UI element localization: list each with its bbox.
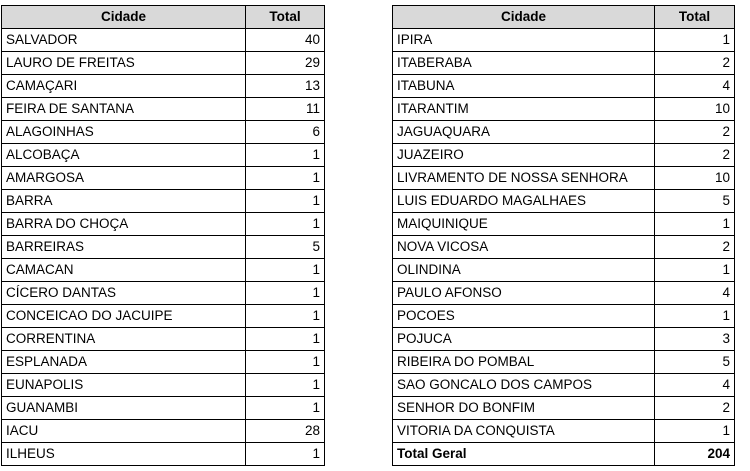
total-cell: 1 [246, 282, 325, 305]
total-cell: 2 [655, 397, 735, 420]
total-label: Total Geral [393, 443, 655, 466]
city-cell: VITORIA DA CONQUISTA [393, 420, 655, 443]
total-cell: 10 [655, 98, 735, 121]
total-cell: 6 [246, 121, 325, 144]
table-row [393, 190, 735, 213]
city-cell: IPIRA [393, 29, 655, 52]
total-cell: 1 [655, 305, 735, 328]
table-row [393, 374, 735, 397]
header-cidade: Cidade [2, 6, 246, 29]
table-row [393, 52, 735, 75]
table-row [2, 328, 325, 351]
total-cell: 1 [655, 213, 735, 236]
table-row [2, 213, 325, 236]
city-cell: ALAGOINHAS [2, 121, 246, 144]
table-row [393, 121, 735, 144]
city-cell: LIVRAMENTO DE NOSSA SENHORA [393, 167, 655, 190]
table-body [2, 29, 325, 466]
total-cell: 4 [655, 374, 735, 397]
city-cell: BARRA [2, 190, 246, 213]
total-cell: 4 [655, 282, 735, 305]
table-row [393, 351, 735, 374]
total-cell: 1 [655, 420, 735, 443]
table-row [2, 29, 325, 52]
table-row [393, 213, 735, 236]
table-row [2, 282, 325, 305]
city-cell: IACU [2, 420, 246, 443]
city-cell: SALVADOR [2, 29, 246, 52]
total-cell: 28 [246, 420, 325, 443]
table-row [2, 167, 325, 190]
city-cell: CAMAÇARI [2, 75, 246, 98]
total-cell: 40 [246, 29, 325, 52]
city-cell: ITABUNA [393, 75, 655, 98]
city-cell: OLINDINA [393, 259, 655, 282]
total-cell: 13 [246, 75, 325, 98]
city-cell: CORRENTINA [2, 328, 246, 351]
total-cell: 5 [655, 351, 735, 374]
header-total: Total [655, 6, 735, 29]
city-cell: MAIQUINIQUE [393, 213, 655, 236]
total-cell: 1 [246, 397, 325, 420]
total-cell: 1 [246, 443, 325, 466]
header-cidade: Cidade [393, 6, 655, 29]
city-cell: LAURO DE FREITAS [2, 52, 246, 75]
total-cell: 1 [246, 328, 325, 351]
total-cell: 2 [655, 236, 735, 259]
table-row [2, 259, 325, 282]
city-cell: CONCEICAO DO JACUIPE [2, 305, 246, 328]
total-cell: 1 [246, 144, 325, 167]
table-row [393, 282, 735, 305]
city-cell: BARRA DO CHOÇA [2, 213, 246, 236]
city-cell: ITABERABA [393, 52, 655, 75]
city-cell: RIBEIRA DO POMBAL [393, 351, 655, 374]
table-row [2, 98, 325, 121]
total-cell: 1 [246, 259, 325, 282]
table-row [393, 167, 735, 190]
total-cell: 3 [655, 328, 735, 351]
city-cell: ITARANTIM [393, 98, 655, 121]
total-cell: 11 [246, 98, 325, 121]
table-row [2, 351, 325, 374]
table-row [393, 98, 735, 121]
table-row [2, 52, 325, 75]
table-row [2, 121, 325, 144]
city-cell: CÍCERO DANTAS [2, 282, 246, 305]
city-cell: PAULO AFONSO [393, 282, 655, 305]
city-cell: AMARGOSA [2, 167, 246, 190]
city-cell: GUANAMBI [2, 397, 246, 420]
table-row [2, 305, 325, 328]
header-total: Total [246, 6, 325, 29]
table-row [393, 259, 735, 282]
total-cell: 5 [655, 190, 735, 213]
city-cell: JUAZEIRO [393, 144, 655, 167]
city-cell: ILHEUS [2, 443, 246, 466]
total-cell: 2 [655, 52, 735, 75]
table-body [393, 29, 735, 443]
total-cell: 1 [246, 305, 325, 328]
table-row [2, 236, 325, 259]
table-row [2, 420, 325, 443]
city-cell: SENHOR DO BONFIM [393, 397, 655, 420]
city-cell: ALCOBAÇA [2, 144, 246, 167]
city-cell: CAMACAN [2, 259, 246, 282]
total-cell: 29 [246, 52, 325, 75]
table-row [393, 29, 735, 52]
total-value: 204 [655, 443, 735, 466]
table-row [393, 328, 735, 351]
city-cell: ESPLANADA [2, 351, 246, 374]
header-row [393, 6, 735, 29]
table-row [2, 374, 325, 397]
table-row [393, 236, 735, 259]
city-cell: POCOES [393, 305, 655, 328]
table-row [2, 190, 325, 213]
table-row [393, 75, 735, 98]
city-table-left [1, 5, 325, 466]
total-row [393, 443, 735, 466]
total-cell: 1 [655, 29, 735, 52]
total-cell: 1 [246, 190, 325, 213]
total-cell: 4 [655, 75, 735, 98]
total-cell: 5 [246, 236, 325, 259]
table-row [393, 144, 735, 167]
total-cell: 2 [655, 144, 735, 167]
city-cell: BARREIRAS [2, 236, 246, 259]
city-cell: NOVA VICOSA [393, 236, 655, 259]
total-cell: 1 [246, 374, 325, 397]
city-cell: JAGUAQUARA [393, 121, 655, 144]
table-row [2, 144, 325, 167]
table-row [393, 420, 735, 443]
table-row [2, 75, 325, 98]
city-cell: LUIS EDUARDO MAGALHAES [393, 190, 655, 213]
header-row [2, 6, 325, 29]
table-row [2, 397, 325, 420]
city-cell: EUNAPOLIS [2, 374, 246, 397]
total-cell: 1 [246, 351, 325, 374]
city-cell: FEIRA DE SANTANA [2, 98, 246, 121]
total-cell: 1 [655, 259, 735, 282]
city-table-right [392, 5, 735, 466]
table-row [393, 397, 735, 420]
city-cell: SAO GONCALO DOS CAMPOS [393, 374, 655, 397]
total-cell: 2 [655, 121, 735, 144]
table-row [2, 443, 325, 466]
total-cell: 1 [246, 167, 325, 190]
total-cell: 10 [655, 167, 735, 190]
total-cell: 1 [246, 213, 325, 236]
table-row [393, 305, 735, 328]
city-cell: POJUCA [393, 328, 655, 351]
